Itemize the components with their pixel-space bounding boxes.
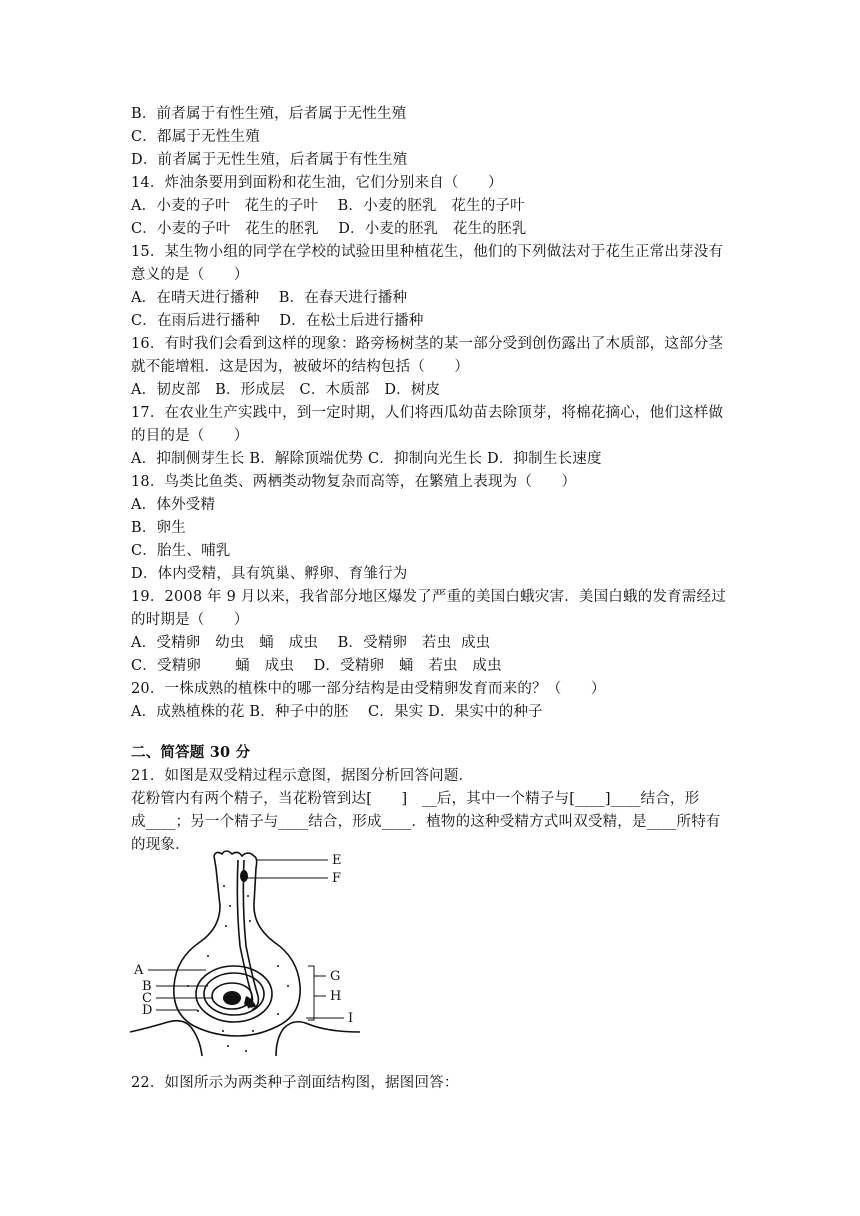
label-c: C (142, 991, 152, 1006)
label-d: D (142, 1003, 153, 1018)
question-19-line1: 19．2008 年 9 月以来，我省部分地区爆发了严重的美国白蛾灾害．美国白蛾的发育需经过 (131, 589, 726, 605)
option-13-d: D．前者属于无性生殖，后者属于有性生殖 (131, 152, 408, 168)
options-19-cd: C．受精卵 蛹 成虫 D．受精卵 蛹 若虫 成虫 (131, 658, 502, 674)
options-15-ab: A．在晴天进行播种 B．在春天进行播种 (131, 290, 408, 306)
question-17-line2: 的目的是（ ） (131, 428, 249, 444)
option-18-b: B．卵生 (131, 520, 186, 536)
label-f: F (332, 871, 342, 886)
question-14: 14．炸油条要用到面粉和花生油，它们分别来自（ ） (131, 175, 503, 191)
options-17: A．抑制侧芽生长 B．解除顶端优势 C．抑制向光生长 D．抑制生长速度 (131, 451, 602, 467)
options-19-ab: A．受精卵 幼虫 蛹 成虫 B．受精卵 若虫 成虫 (131, 635, 491, 651)
label-e: E (332, 853, 342, 868)
option-13-b: B．前者属于有性生殖，后者属于无性生殖 (131, 106, 407, 122)
label-g: G (330, 969, 341, 984)
options-14-ab: A．小麦的子叶 花生的子叶 B．小麦的胚乳 花生的子叶 (131, 198, 525, 214)
pistil-diagram (128, 846, 368, 1068)
question-21-line4: 的现象． (131, 837, 190, 853)
label-i: I (348, 1011, 354, 1026)
options-20: A．成熟植株的花 B．种子中的胚 C．果实 D．果实中的种子 (131, 704, 543, 720)
question-20: 20．一株成熟的植株中的哪一部分结构是由受精卵发育而来的？（ ） (131, 681, 606, 697)
question-15-line1: 15．某生物小组的同学在学校的试验田里种植花生，他们的下列做法对于花生正常出芽没有 (131, 244, 724, 260)
question-21-line3: 成____；另一个精子与____结合，形成____．植物的这种受精方式叫双受精，是____所特有 (131, 814, 721, 830)
option-13-c: C．都属于无性生殖 (131, 129, 260, 145)
option-18-a: A．体外受精 (131, 497, 216, 513)
question-22: 22．如图所示为两类种子剖面结构图，据图回答： (131, 1075, 459, 1091)
section-title: 二、简答题 30 分 (131, 744, 251, 761)
options-15-cd: C．在雨后进行播种 D．在松土后进行播种 (131, 313, 424, 329)
question-17-line1: 17．在农业生产实践中，到一定时期，人们将西瓜幼苗去除顶芽，将棉花摘心，他们这样做 (131, 405, 724, 421)
label-b: B (142, 979, 152, 994)
question-21-line2: 花粉管内有两个精子，当花粉管到达[ ] __后，其中一个精子与[____]____结合，形 (131, 791, 700, 807)
question-16-line1: 16．有时我们会看到这样的现象：路旁杨树茎的某一部分受到创伤露出了木质部，这部分茎 (131, 336, 724, 352)
options-14-cd: C．小麦的子叶 花生的胚乳 D．小麦的胚乳 花生的胚乳 (131, 221, 527, 237)
question-21-line1: 21．如图是双受精过程示意图，据图分析回答问题． (131, 768, 474, 784)
egg-cell (223, 991, 241, 1005)
question-19-line2: 的时期是（ ） (131, 612, 249, 628)
pollen-grain (240, 870, 248, 882)
option-18-c: C．胎生、哺乳 (131, 543, 231, 559)
question-16-line2: 就不能增粗．这是因为，被破坏的结构包括（ ） (131, 359, 470, 375)
double-fertilization-figure (128, 846, 368, 1068)
label-h: H (330, 989, 342, 1004)
options-16: A．韧皮部 B．形成层 C．木质部 D．树皮 (131, 382, 441, 398)
question-15-line2: 意义的是（ ） (131, 267, 249, 283)
label-a: A (134, 963, 144, 978)
option-18-d: D．体内受精，具有筑巢、孵卵、育雏行为 (131, 566, 408, 582)
question-18: 18．鸟类比鱼类、两栖类动物复杂而高等，在繁殖上表现为（ ） (131, 474, 577, 490)
